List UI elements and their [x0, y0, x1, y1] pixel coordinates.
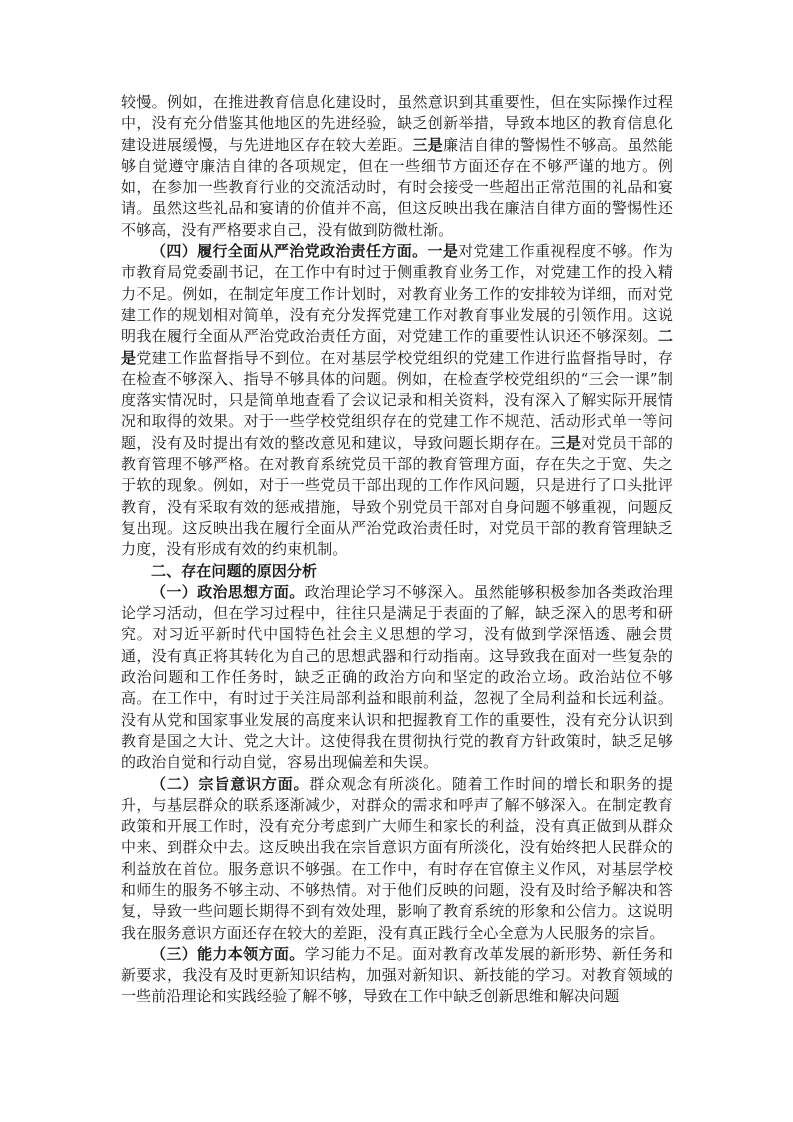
paragraph-4-text: 群众观念有所淡化。随着工作时间的增长和职务的提升，与基层群众的联系逐渐减少，对群众的需求和呼声了解不够深入。在制定教育政策和开展工作时，没有充分考虑到广大师生和家长的利益，没有真正做到从群众中来、到群众中去。这反映出我在宗旨意识方面有所淡化，没有始终把人民群众的利益放在首位。服务意识不够强。在工作中，有时存在官僚主义作风，对基层学校和师生的服务不够主动、不够热情。对于他们反映的问题，没有及时给予解决和答复，导致一些问题长期得不到有效处理，影响了教育系统的形象和公信力。这说明我在服务意识方面还存在较大的差距，没有真正践行全心全意为人民服务的宗旨。	[121, 774, 673, 942]
paragraph-1-text-b: 廉洁自律的警惕性不够高。虽然能够自觉遵守廉洁自律的各项规定，但在一些细节方面还存在不够严谨的地方。例如，在参加一些教育行业的交流活动时，有时会接受一些超出正常范围的礼品和宴请。虽然这些礼品和宴请的价值并不高，但这反映出我在廉洁自律方面的警惕性还不够高，没有严格要求自己，没有做到防微杜渐。	[121, 135, 673, 239]
paragraph-2-point-2: 二是	[121, 327, 673, 367]
paragraph-5	[121, 944, 673, 1008]
paragraph-3-text: 政治理论学习不够深入。虽然能够积极参加各类政治理论学习活动，但在学习过程中，往往只是满足于表面的了解，缺乏深入的思考和研究。对习近平新时代中国特色社会主义思想的学习，没有做到学深悟透、融会贯通，没有真正将其转化为自己的思想武器和行动指南。这导致我在面对一些复杂的政治问题和工作任务时，缺乏正确的政治方向和坚定的政治立场。政治站位不够高。在工作中，有时过于关注局部利益和眼前利益，忽视了全局利益和长远利益。没有从党和国家事业发展的高度来认识和把握教育工作的重要性，没有充分认识到教育是国之大计、党之大计。这使得我在贯彻执行党的教育方针政策时，缺乏足够的政治自觉和行动自觉，容易出现偏差和失误。	[121, 582, 673, 772]
paragraph-1-text-a: 较慢。例如，在推进教育信息化建设时，虽然意识到其重要性，但在实际操作过程中，没有充分借鉴其他地区的先进经验，缺乏创新举措，导致本地区的教育信息化建设进展缓慢，与先进地区存在较大差距。	[121, 93, 673, 154]
paragraph-2-point-1: 一是	[427, 242, 459, 261]
paragraph-2-text-b: 党建工作监督指导不到位。在对基层学校党组织的党建工作进行监督指导时，存在检查不够深入、指导不够具体的问题。例如，在检查学校党组织的“三会一课”制度落实情况时，只是简单地查看了会议记录和相关资料，没有深入了解实际开展情况和取得的效果。对于一些学校党组织存在的党建工作不规范、活动形式单一等问题，没有及时提出有效的整改意见和建议，导致问题长期存在。	[121, 348, 673, 452]
paragraph-1-point-3: 三是	[412, 135, 444, 154]
paragraph-2-heading: （四）履行全面从严治党政治责任方面。	[151, 242, 428, 261]
paragraph-2-text-c: 对党员干部的教育管理不够严格。在对教育系统党员干部的教育管理方面，存在失之于宽、失之于软的现象。例如，对于一些党员干部出现的工作作风问题，只是进行了口头批评教育，没有采取有效的惩戒措施，导致个别党员干部对自身问题不够重视，问题反复出现。这反映出我在履行全面从严治党政治责任时，对党员干部的教育管理缺乏力度，没有形成有效的约束机制。	[121, 433, 674, 559]
paragraph-5-heading: （三）能力本领方面。	[151, 944, 305, 963]
paragraph-2	[121, 241, 673, 560]
document-page	[121, 92, 673, 1008]
paragraph-2-point-3: 三是	[550, 433, 582, 452]
paragraph-4	[121, 774, 673, 944]
paragraph-4-heading: （二）宗旨意识方面。	[151, 774, 310, 793]
paragraph-2-text-a: 对党建工作重视程度不够。作为市教育局党委副书记，在工作中有时过于侧重教育业务工作，对党建工作的投入精力不足。例如，在制定年度工作计划时，对教育业务工作的安排较为详细，而对党建工作的规划相对简单，没有充分发挥党建工作对教育事业发展的引领作用。这说明我在履行全面从严治党政治责任方面，对党建工作的重要性认识还不够深刻。	[121, 242, 673, 346]
section-heading-2: 二、存在问题的原因分析	[151, 561, 318, 580]
paragraph-5-text: 学习能力不足。面对教育改革发展的新形势、新任务和新要求，我没有及时更新知识结构，加强对新知识、新技能的学习。对教育领域的一些前沿理论和实践经验了解不够，导致在工作中缺乏创新思维和解决问题	[121, 944, 673, 1006]
paragraph-1	[121, 92, 673, 241]
paragraph-3-heading: （一）政治思想方面。	[151, 582, 305, 601]
paragraph-3	[121, 582, 673, 774]
